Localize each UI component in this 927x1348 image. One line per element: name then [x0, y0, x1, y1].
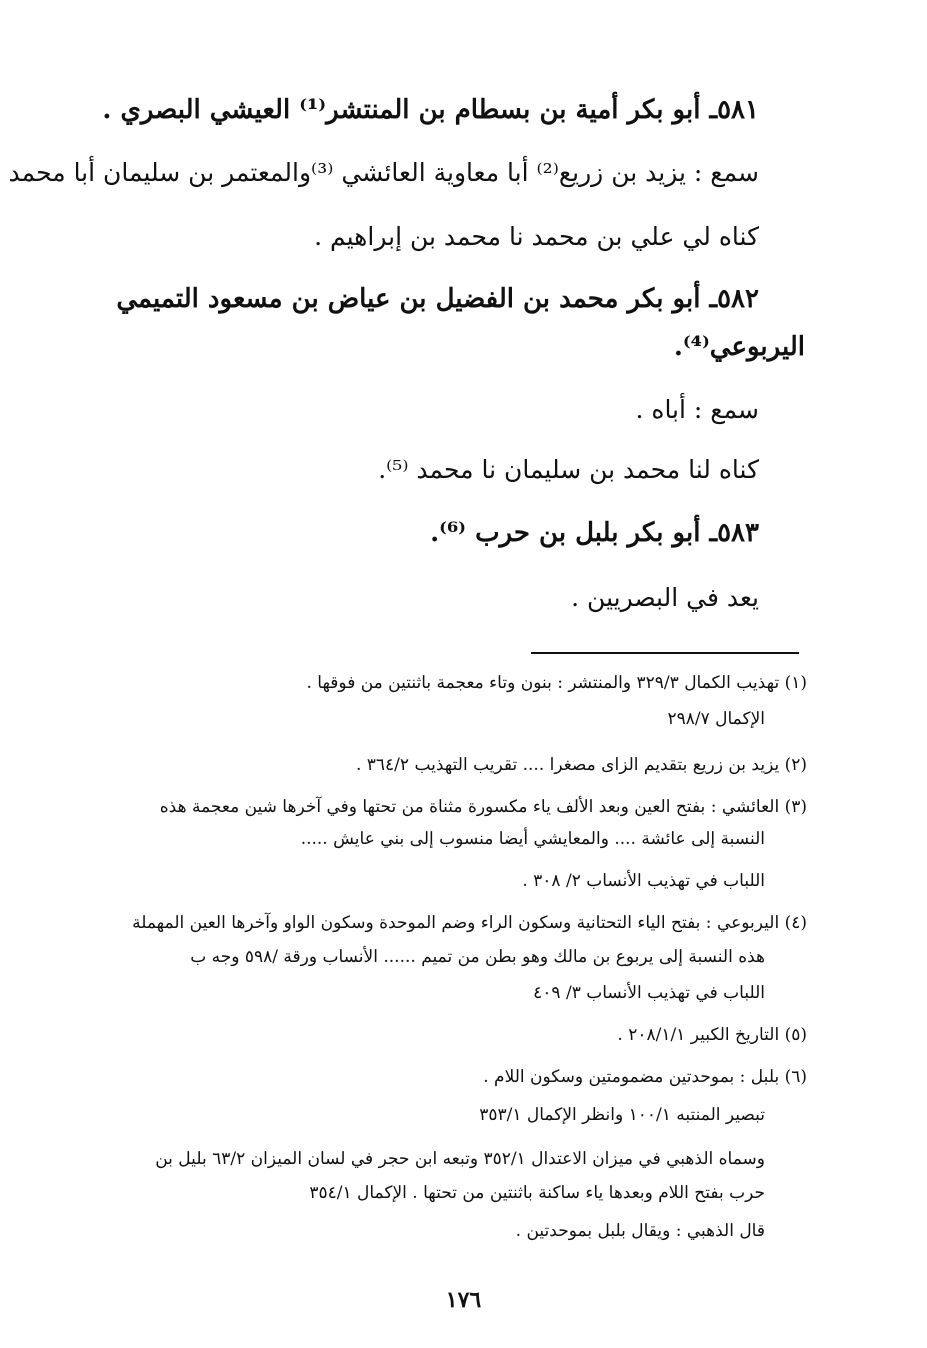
entry-582-heading: ٥٨٢ـ أبو بكر محمد بن الفضيل بن عياض بن مسعود التميمي — [116, 284, 759, 314]
page-number: ١٧٦ — [445, 1287, 482, 1313]
footnote-6-mizan: وسماه الذهبي في ميزان الاعتدال ٣٥٢/١ وتبعه ابن حجر في لسان الميزان ٦٣/٢ بليل بن — [155, 1149, 765, 1169]
footnote-5: (٥) التاريخ الكبير ٢٠٨/١/١ . — [617, 1025, 807, 1045]
entry-582-heard-from: سمع : أباه . — [635, 395, 759, 424]
footnote-6-cont: تبصير المنتبه ١٠٠/١ وانظر الإكمال ٣٥٣/١ — [479, 1105, 765, 1125]
footnote-1-cont: الإكمال ٢٩٨/٧ — [667, 709, 765, 729]
footnote-divider — [531, 652, 799, 654]
entry-581-kunya-source: كناه لي علي بن محمد نا محمد بن إبراهيم . — [314, 222, 759, 251]
footnote-6: (٦) بلبل : بموحدتين مضمومتين وسكون اللام . — [483, 1067, 807, 1087]
footnote-3-cont: النسبة إلى عائشة .... والمعايشي أيضا منسوب إلى بني عايش ..... — [300, 829, 765, 849]
entry-583-heading: ٥٨٣ـ أبو بكر بلبل بن حرب ⁽⁶⁾. — [430, 518, 759, 548]
footnote-6-dhahabi: قال الذهبي : ويقال بلبل بموحدتين . — [515, 1221, 765, 1241]
footnote-1: (١) تهذيب الكمال ٣٢٩/٣ والمنتشر : بنون وتاء معجمة باثنتين من فوقها . — [306, 673, 807, 693]
footnote-4-cont: هذه النسبة إلى يربوع بن مالك وهو بطن من تميم ...... الأنساب ورقة /٥٩٨ وجه ب — [190, 947, 765, 967]
entry-582-heading-cont: اليربوعي⁽⁴⁾. — [673, 332, 805, 362]
footnote-2: (٢) يزيد بن زريع بتقديم الزاى مصغرا .... تقريب التهذيب ٣٦٤/٢ . — [355, 755, 807, 775]
footnote-3-source: اللباب في تهذيب الأنساب ٢/ ٣٠٨ . — [522, 871, 765, 891]
entry-581-heading: ٥٨١ـ أبو بكر أمية بن بسطام بن المنتشر⁽¹⁾ العيشي البصري . — [102, 95, 759, 125]
entry-583-note: يعد في البصريين . — [571, 583, 759, 612]
footnote-6-ikmal: حرب بفتح اللام وبعدها ياء ساكنة باثنتين من تحتها . الإكمال ٣٥٤/١ — [309, 1183, 765, 1203]
footnote-4: (٤) اليربوعي : بفتح الياء التحتانية وسكون الراء وضم الموحدة وسكون الواو وآخرها العين المهملة — [132, 913, 807, 933]
entry-581-heard-from: سمع : يزيد بن زريع⁽²⁾ أبا معاوية العائشي ⁽³⁾والمعتمر بن سليمان أبا محمد — [8, 158, 759, 187]
footnote-3: (٣) العائشي : بفتح العين وبعد الألف ياء مكسورة مثناة من تحتها وفي آخرها شين معجمة هذه — [159, 797, 807, 817]
footnote-4-source: اللباب في تهذيب الأنساب ٣/ ٤٠٩ — [533, 983, 765, 1003]
entry-582-kunya-source: كناه لنا محمد بن سليمان نا محمد ⁽⁵⁾. — [378, 455, 759, 484]
